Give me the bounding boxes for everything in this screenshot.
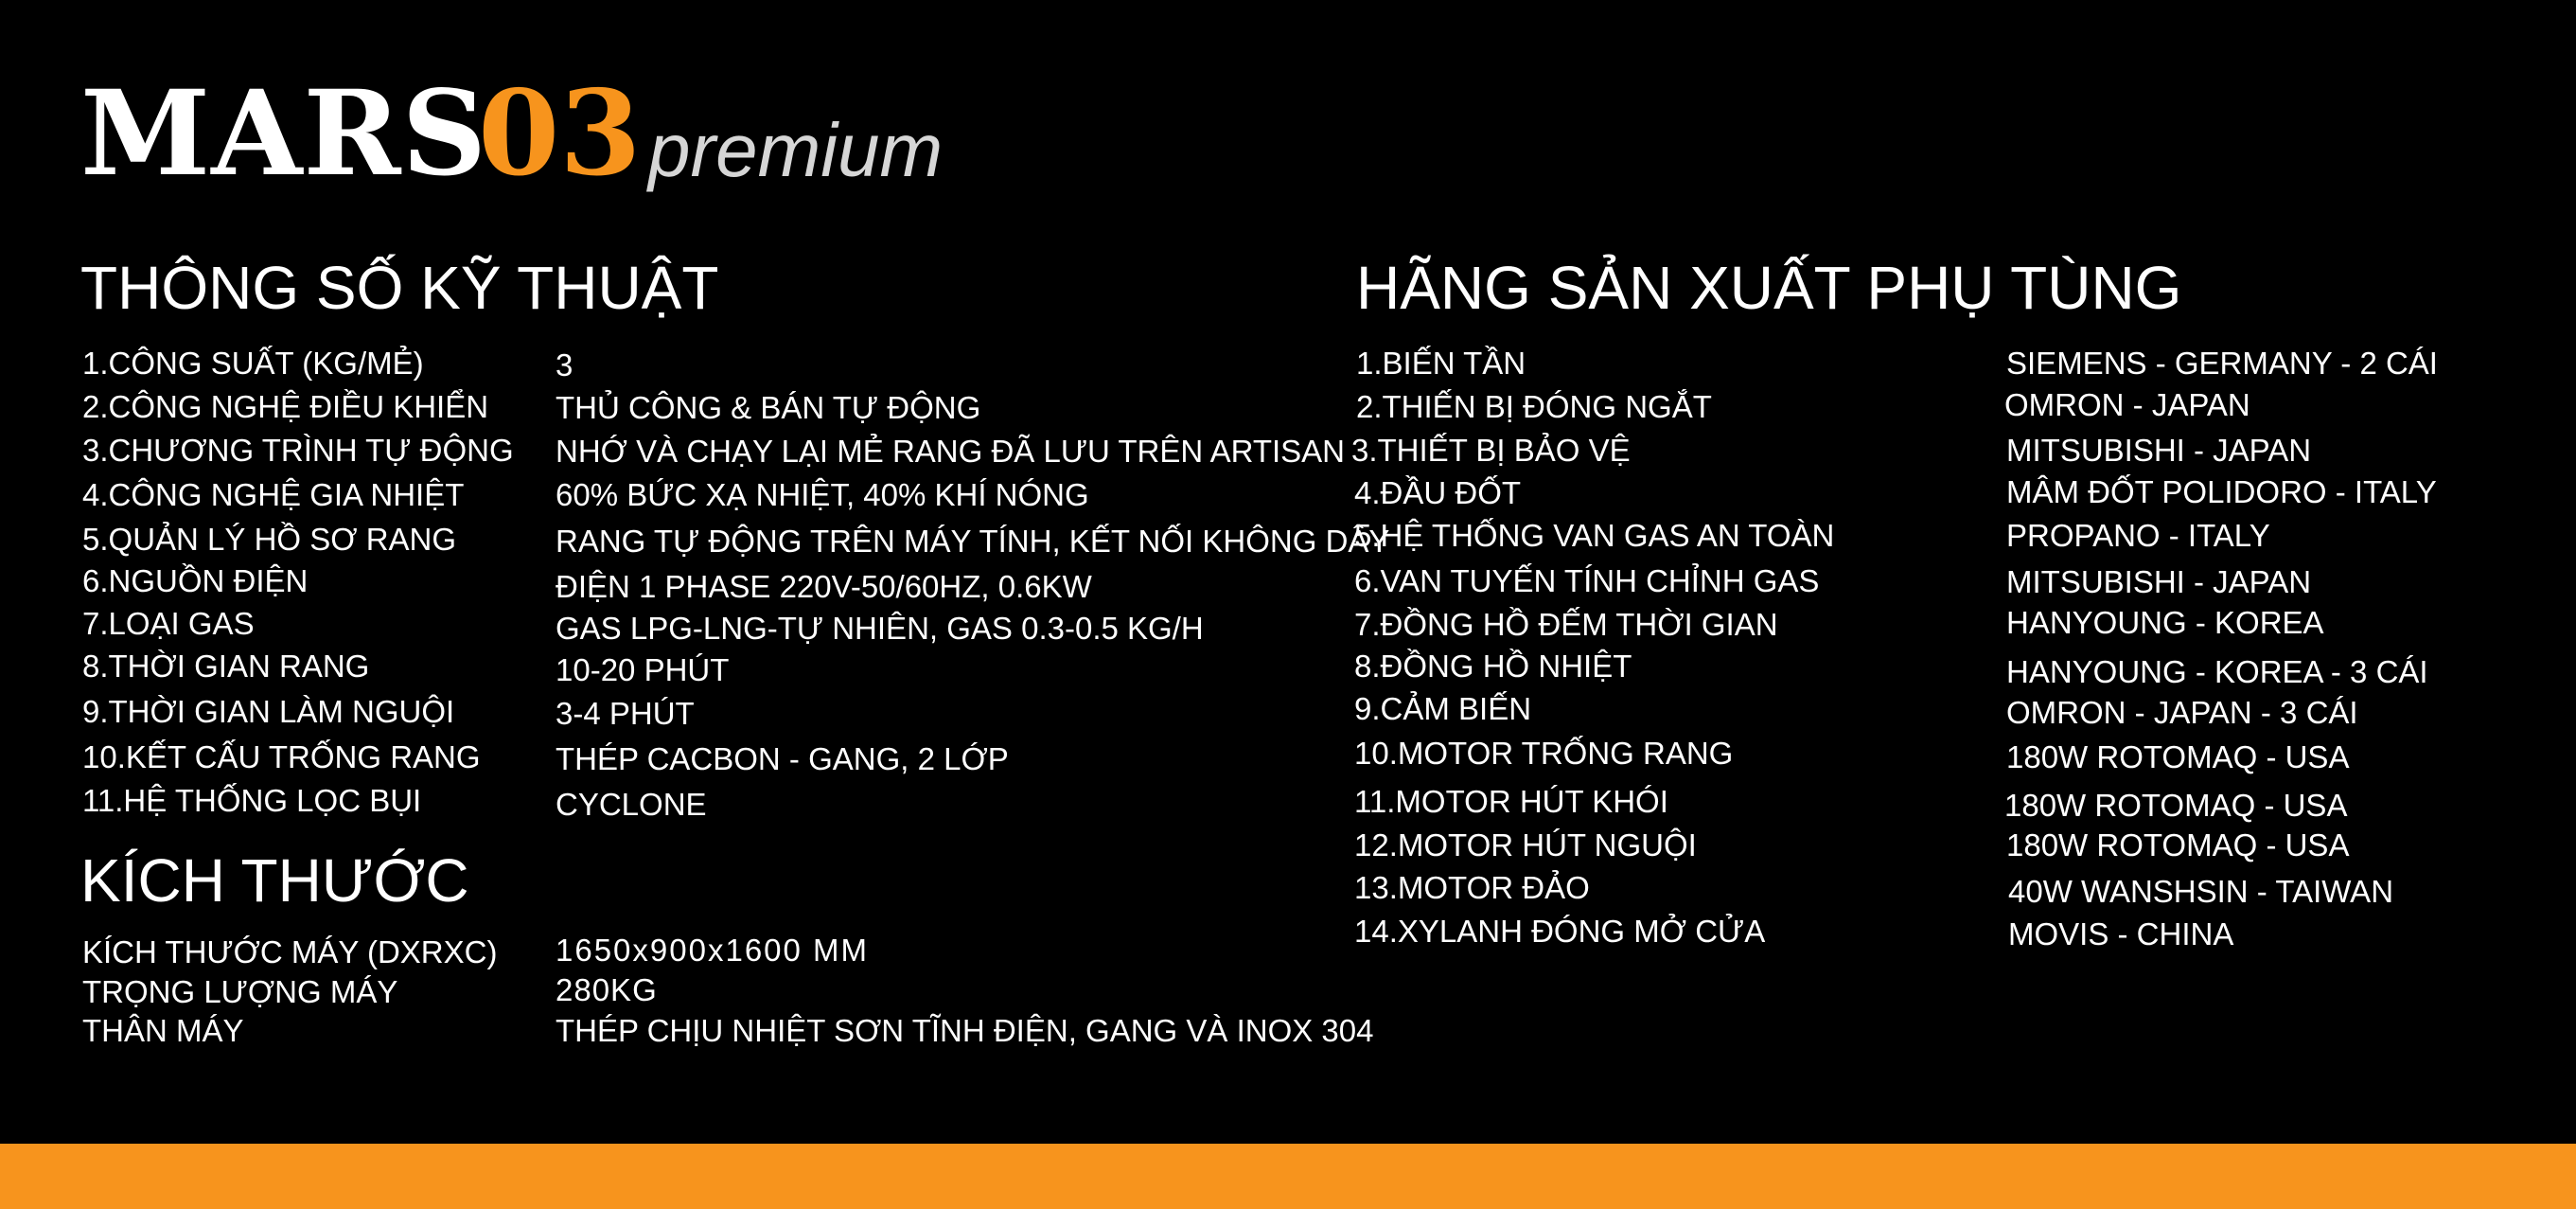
dimension-label: KÍCH THƯỚC MÁY (DXRXC) bbox=[82, 934, 498, 969]
part-value: 180W ROTOMAQ - USA bbox=[2006, 739, 2350, 774]
part-value: PROPANO - ITALY bbox=[2006, 518, 2270, 553]
spec-value: RANG TỰ ĐỘNG TRÊN MÁY TÍNH, KẾT NỐI KHÔNG DÂY bbox=[556, 524, 1390, 559]
spec-value: THỦ CÔNG & BÁN TỰ ĐỘNG bbox=[556, 390, 981, 425]
part-label: 8.ĐỒNG HỒ NHIỆT bbox=[1354, 649, 1632, 684]
spec-label: 8.THỜI GIAN RANG bbox=[82, 649, 370, 684]
spec-value: NHỚ VÀ CHẠY LẠI MẺ RANG ĐÃ LƯU TRÊN ARTISAN bbox=[556, 434, 1346, 469]
part-label: 7.ĐỒNG HỒ ĐẾM THỜI GIAN bbox=[1354, 607, 1778, 642]
part-label: 12.MOTOR HÚT NGUỘI bbox=[1354, 827, 1697, 862]
spec-value: 10-20 PHÚT bbox=[556, 652, 730, 687]
bottom-accent-bar bbox=[0, 1144, 2576, 1209]
spec-value: ĐIỆN 1 PHASE 220V-50/60HZ, 0.6KW bbox=[556, 569, 1092, 604]
spec-label: 2.CÔNG NGHỆ ĐIỀU KHIỂN bbox=[82, 389, 489, 424]
spec-label: 10.KẾT CẤU TRỐNG RANG bbox=[82, 739, 481, 774]
part-label: 10.MOTOR TRỐNG RANG bbox=[1354, 736, 1734, 771]
part-value: SIEMENS - GERMANY - 2 CÁI bbox=[2006, 346, 2438, 381]
part-label: 3.THIẾT BỊ BẢO VỆ bbox=[1351, 433, 1631, 468]
part-value: HANYOUNG - KOREA - 3 CÁI bbox=[2006, 654, 2428, 689]
brand-name: MARS bbox=[80, 65, 488, 203]
part-value: 180W ROTOMAQ - USA bbox=[2006, 827, 2350, 862]
part-value: MÂM ĐỐT POLIDORO - ITALY bbox=[2006, 474, 2437, 509]
brand-model-number: 03 bbox=[478, 65, 642, 203]
spec-label: 11.HỆ THỐNG LỌC BỤI bbox=[82, 783, 422, 818]
part-label: 1.BIẾN TẦN bbox=[1356, 346, 1526, 381]
part-value: MOVIS - CHINA bbox=[2008, 916, 2234, 951]
part-label: 13.MOTOR ĐẢO bbox=[1354, 870, 1590, 905]
spec-label: 5.QUẢN LÝ HỒ SƠ RANG bbox=[82, 522, 457, 557]
part-value: OMRON - JAPAN bbox=[2004, 387, 2250, 422]
parts-heading: HÃNG SẢN XUẤT PHỤ TÙNG bbox=[1356, 254, 2182, 322]
part-value: HANYOUNG - KOREA bbox=[2006, 605, 2324, 640]
spec-label: 3.CHƯƠNG TRÌNH TỰ ĐỘNG bbox=[82, 433, 514, 468]
part-value: MITSUBISHI - JAPAN bbox=[2006, 564, 2312, 599]
dimension-value: 280KG bbox=[556, 972, 658, 1007]
spec-value: 3 bbox=[556, 347, 573, 382]
dimension-label: THÂN MÁY bbox=[82, 1013, 244, 1048]
part-value: MITSUBISHI - JAPAN bbox=[2006, 433, 2312, 468]
spec-label: 9.THỜI GIAN LÀM NGUỘI bbox=[82, 694, 455, 729]
part-label: 2.THIẾN BỊ ĐÓNG NGẮT bbox=[1356, 389, 1712, 424]
part-label: 4.ĐẦU ĐỐT bbox=[1354, 475, 1522, 510]
part-label: 14.XYLANH ĐÓNG MỞ CỬA bbox=[1354, 914, 1766, 949]
part-value: 40W WANSHSIN - TAIWAN bbox=[2008, 874, 2394, 909]
spec-label: 4.CÔNG NGHỆ GIA NHIỆT bbox=[82, 477, 465, 512]
dimension-value: THÉP CHỊU NHIỆT SƠN TĨNH ĐIỆN, GANG VÀ INOX 304 bbox=[556, 1013, 1374, 1048]
part-label: 9.CẢM BIẾN bbox=[1354, 691, 1532, 726]
part-label: 5.HỆ THỐNG VAN GAS AN TOÀN bbox=[1354, 518, 1835, 553]
spec-label: 1.CÔNG SUẤT (KG/MẺ) bbox=[82, 346, 424, 381]
dimension-value: 1650x900x1600 MM bbox=[556, 933, 870, 968]
dimensions-heading: KÍCH THƯỚC bbox=[80, 846, 469, 915]
spec-label: 7.LOẠI GAS bbox=[82, 606, 255, 641]
spec-value: GAS LPG-LNG-TỰ NHIÊN, GAS 0.3-0.5 KG/H bbox=[556, 611, 1204, 646]
spec-value: THÉP CACBON - GANG, 2 LỚP bbox=[556, 741, 1009, 776]
specs-heading: THÔNG SỐ KỸ THUẬT bbox=[80, 254, 719, 322]
part-value: OMRON - JAPAN - 3 CÁI bbox=[2006, 695, 2358, 730]
dimension-label: TRỌNG LƯỢNG MÁY bbox=[82, 974, 398, 1009]
spec-value: 3-4 PHÚT bbox=[556, 696, 695, 731]
spec-value: CYCLONE bbox=[556, 787, 707, 822]
spec-label: 6.NGUỒN ĐIỆN bbox=[82, 563, 309, 598]
part-label: 6.VAN TUYẾN TÍNH CHỈNH GAS bbox=[1354, 563, 1820, 598]
spec-value: 60% BỨC XẠ NHIỆT, 40% KHÍ NÓNG bbox=[556, 477, 1089, 512]
part-value: 180W ROTOMAQ - USA bbox=[2004, 788, 2348, 823]
brand-edition: premium bbox=[648, 108, 944, 192]
part-label: 11.MOTOR HÚT KHÓI bbox=[1354, 784, 1668, 819]
